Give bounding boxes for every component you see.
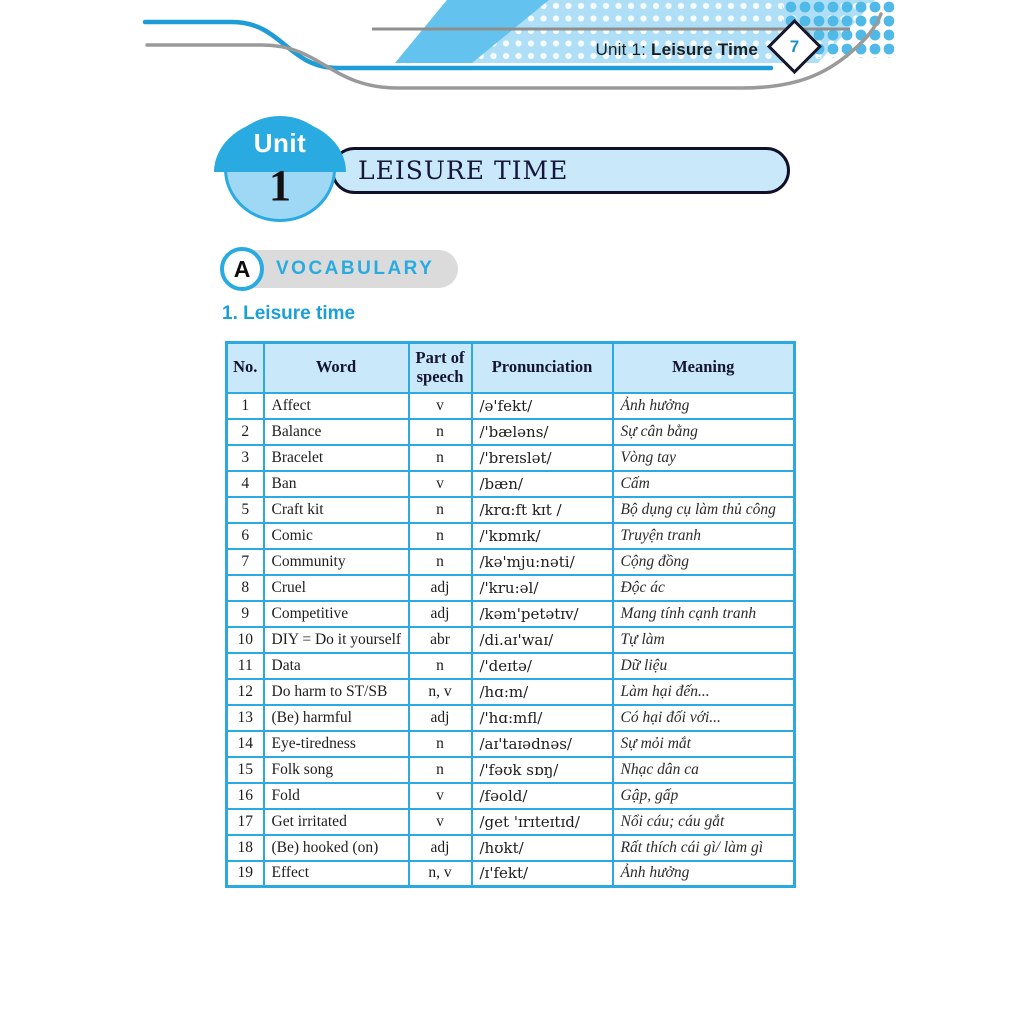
cell-no: 11 (227, 653, 264, 679)
cell-no: 5 (227, 497, 264, 523)
cell-no: 17 (227, 809, 264, 835)
unit-badge-number: 1 (269, 161, 291, 210)
table-header-row (227, 343, 795, 393)
table-row (227, 523, 795, 549)
letter-a-icon: A (220, 247, 264, 291)
cell-pos: adj (409, 835, 472, 861)
table-row (227, 653, 795, 679)
cell-word: Do harm to ST/SB (264, 679, 409, 705)
cell-pos: adj (409, 705, 472, 731)
table-row (227, 601, 795, 627)
col-header-pron: Pronunciation (472, 343, 613, 393)
col-header-pos: Part of speech (409, 343, 472, 393)
cell-pron: /'kɒmɪk/ (472, 523, 613, 549)
cell-word: Fold (264, 783, 409, 809)
cell-meaning: Cấm (613, 471, 795, 497)
cell-pos: n (409, 731, 472, 757)
table-row (227, 783, 795, 809)
cell-pos: adj (409, 575, 472, 601)
col-header-meaning: Meaning (613, 343, 795, 393)
cell-word: Bracelet (264, 445, 409, 471)
cell-pron: /'kru:əl/ (472, 575, 613, 601)
cell-no: 4 (227, 471, 264, 497)
cell-word: Get irritated (264, 809, 409, 835)
cell-word: DIY = Do it yourself (264, 627, 409, 653)
cell-no: 13 (227, 705, 264, 731)
cell-meaning: Sự cân bằng (613, 419, 795, 445)
cell-no: 10 (227, 627, 264, 653)
cell-pron: /kə'mju:nəti/ (472, 549, 613, 575)
table-row (227, 627, 795, 653)
page-number: 7 (789, 37, 800, 56)
breadcrumb (440, 40, 758, 60)
cell-pos: n (409, 445, 472, 471)
table-row (227, 445, 795, 471)
cell-word: Competitive (264, 601, 409, 627)
cell-pron: /ɪ'fekt/ (472, 861, 613, 887)
cell-no: 19 (227, 861, 264, 887)
cell-meaning: Có hại đối với... (613, 705, 795, 731)
table-row (227, 419, 795, 445)
cell-meaning: Bộ dụng cụ làm thủ công (613, 497, 795, 523)
cell-pos: v (409, 393, 472, 419)
cell-no: 9 (227, 601, 264, 627)
cell-pron: /kəm'petətɪv/ (472, 601, 613, 627)
cell-meaning: Nhạc dân ca (613, 757, 795, 783)
cell-word: Effect (264, 861, 409, 887)
unit-title: LEISURE TIME (358, 156, 569, 185)
table-row (227, 757, 795, 783)
breadcrumb-title: Leisure Time (651, 40, 758, 59)
table-row (227, 809, 795, 835)
cell-word: Cruel (264, 575, 409, 601)
cell-meaning: Ảnh hưởng (613, 393, 795, 419)
vocabulary-table (225, 341, 796, 888)
cell-pron: /fəold/ (472, 783, 613, 809)
cell-pron: /aɪ'taɪədnəs/ (472, 731, 613, 757)
cell-meaning: Ảnh hưởng (613, 861, 795, 887)
cell-meaning: Độc ác (613, 575, 795, 601)
table-row (227, 835, 795, 861)
cell-pos: n (409, 497, 472, 523)
cell-no: 3 (227, 445, 264, 471)
cell-no: 15 (227, 757, 264, 783)
table-row (227, 861, 795, 887)
cell-pron: /ə'fekt/ (472, 393, 613, 419)
cell-meaning: Gập, gấp (613, 783, 795, 809)
cell-meaning: Rất thích cái gì/ làm gì (613, 835, 795, 861)
table-row (227, 575, 795, 601)
section-heading: 1. Leisure time (222, 303, 356, 324)
cell-pos: n (409, 549, 472, 575)
cell-pos: abr (409, 627, 472, 653)
cell-meaning: Truyện tranh (613, 523, 795, 549)
table-body (227, 393, 795, 887)
cell-pos: v (409, 809, 472, 835)
vocabulary-label: VOCABULARY (276, 258, 435, 279)
cell-word: (Be) hooked (on) (264, 835, 409, 861)
cell-meaning: Mang tính cạnh tranh (613, 601, 795, 627)
cell-pron: /krɑ:ft kɪt / (472, 497, 613, 523)
cell-pron: /'deɪtə/ (472, 653, 613, 679)
cell-pos: v (409, 471, 472, 497)
table-row (227, 471, 795, 497)
cell-pos: adj (409, 601, 472, 627)
table-row (227, 705, 795, 731)
cell-word: Eye-tiredness (264, 731, 409, 757)
col-header-word: Word (264, 343, 409, 393)
unit-title-bar (331, 147, 790, 194)
table-row (227, 497, 795, 523)
table-row (227, 549, 795, 575)
breadcrumb-unit: Unit 1: (595, 40, 647, 59)
cell-pos: n, v (409, 679, 472, 705)
cell-no: 1 (227, 393, 264, 419)
cell-no: 6 (227, 523, 264, 549)
cell-word: Craft kit (264, 497, 409, 523)
table-row (227, 393, 795, 419)
cell-meaning: Làm hại đến... (613, 679, 795, 705)
cell-pos: n (409, 653, 472, 679)
cell-pron: /di.aɪ'waɪ/ (472, 627, 613, 653)
cell-pron: /hɑ:m/ (472, 679, 613, 705)
cell-no: 2 (227, 419, 264, 445)
cell-pron: /'fəʊk sɒŋ/ (472, 757, 613, 783)
cell-pos: n (409, 757, 472, 783)
cell-no: 7 (227, 549, 264, 575)
table-row (227, 731, 795, 757)
cell-no: 14 (227, 731, 264, 757)
cell-no: 8 (227, 575, 264, 601)
cell-meaning: Cộng đồng (613, 549, 795, 575)
cell-meaning: Nổi cáu; cáu gắt (613, 809, 795, 835)
cell-word: Folk song (264, 757, 409, 783)
cell-word: Balance (264, 419, 409, 445)
cell-pos: n (409, 419, 472, 445)
cell-pos: v (409, 783, 472, 809)
cell-pron: /'bæləns/ (472, 419, 613, 445)
cell-no: 18 (227, 835, 264, 861)
cell-pos: n (409, 523, 472, 549)
unit-badge-label: Unit (253, 128, 307, 158)
cell-pron: /hʊkt/ (472, 835, 613, 861)
cell-pron: /'hɑ:mfl/ (472, 705, 613, 731)
cell-word: Affect (264, 393, 409, 419)
cell-meaning: Sự mỏi mắt (613, 731, 795, 757)
cell-word: Comic (264, 523, 409, 549)
cell-meaning: Dữ liệu (613, 653, 795, 679)
cell-word: Ban (264, 471, 409, 497)
cell-meaning: Vòng tay (613, 445, 795, 471)
table-row (227, 679, 795, 705)
cell-word: (Be) harmful (264, 705, 409, 731)
cell-no: 12 (227, 679, 264, 705)
cell-pron: /bæn/ (472, 471, 613, 497)
cell-word: Community (264, 549, 409, 575)
col-header-no: No. (227, 343, 264, 393)
cell-word: Data (264, 653, 409, 679)
cell-meaning: Tự làm (613, 627, 795, 653)
cell-pron: /'breɪslət/ (472, 445, 613, 471)
cell-pron: /get 'ɪrɪteɪtɪd/ (472, 809, 613, 835)
cell-no: 16 (227, 783, 264, 809)
cell-pos: n, v (409, 861, 472, 887)
